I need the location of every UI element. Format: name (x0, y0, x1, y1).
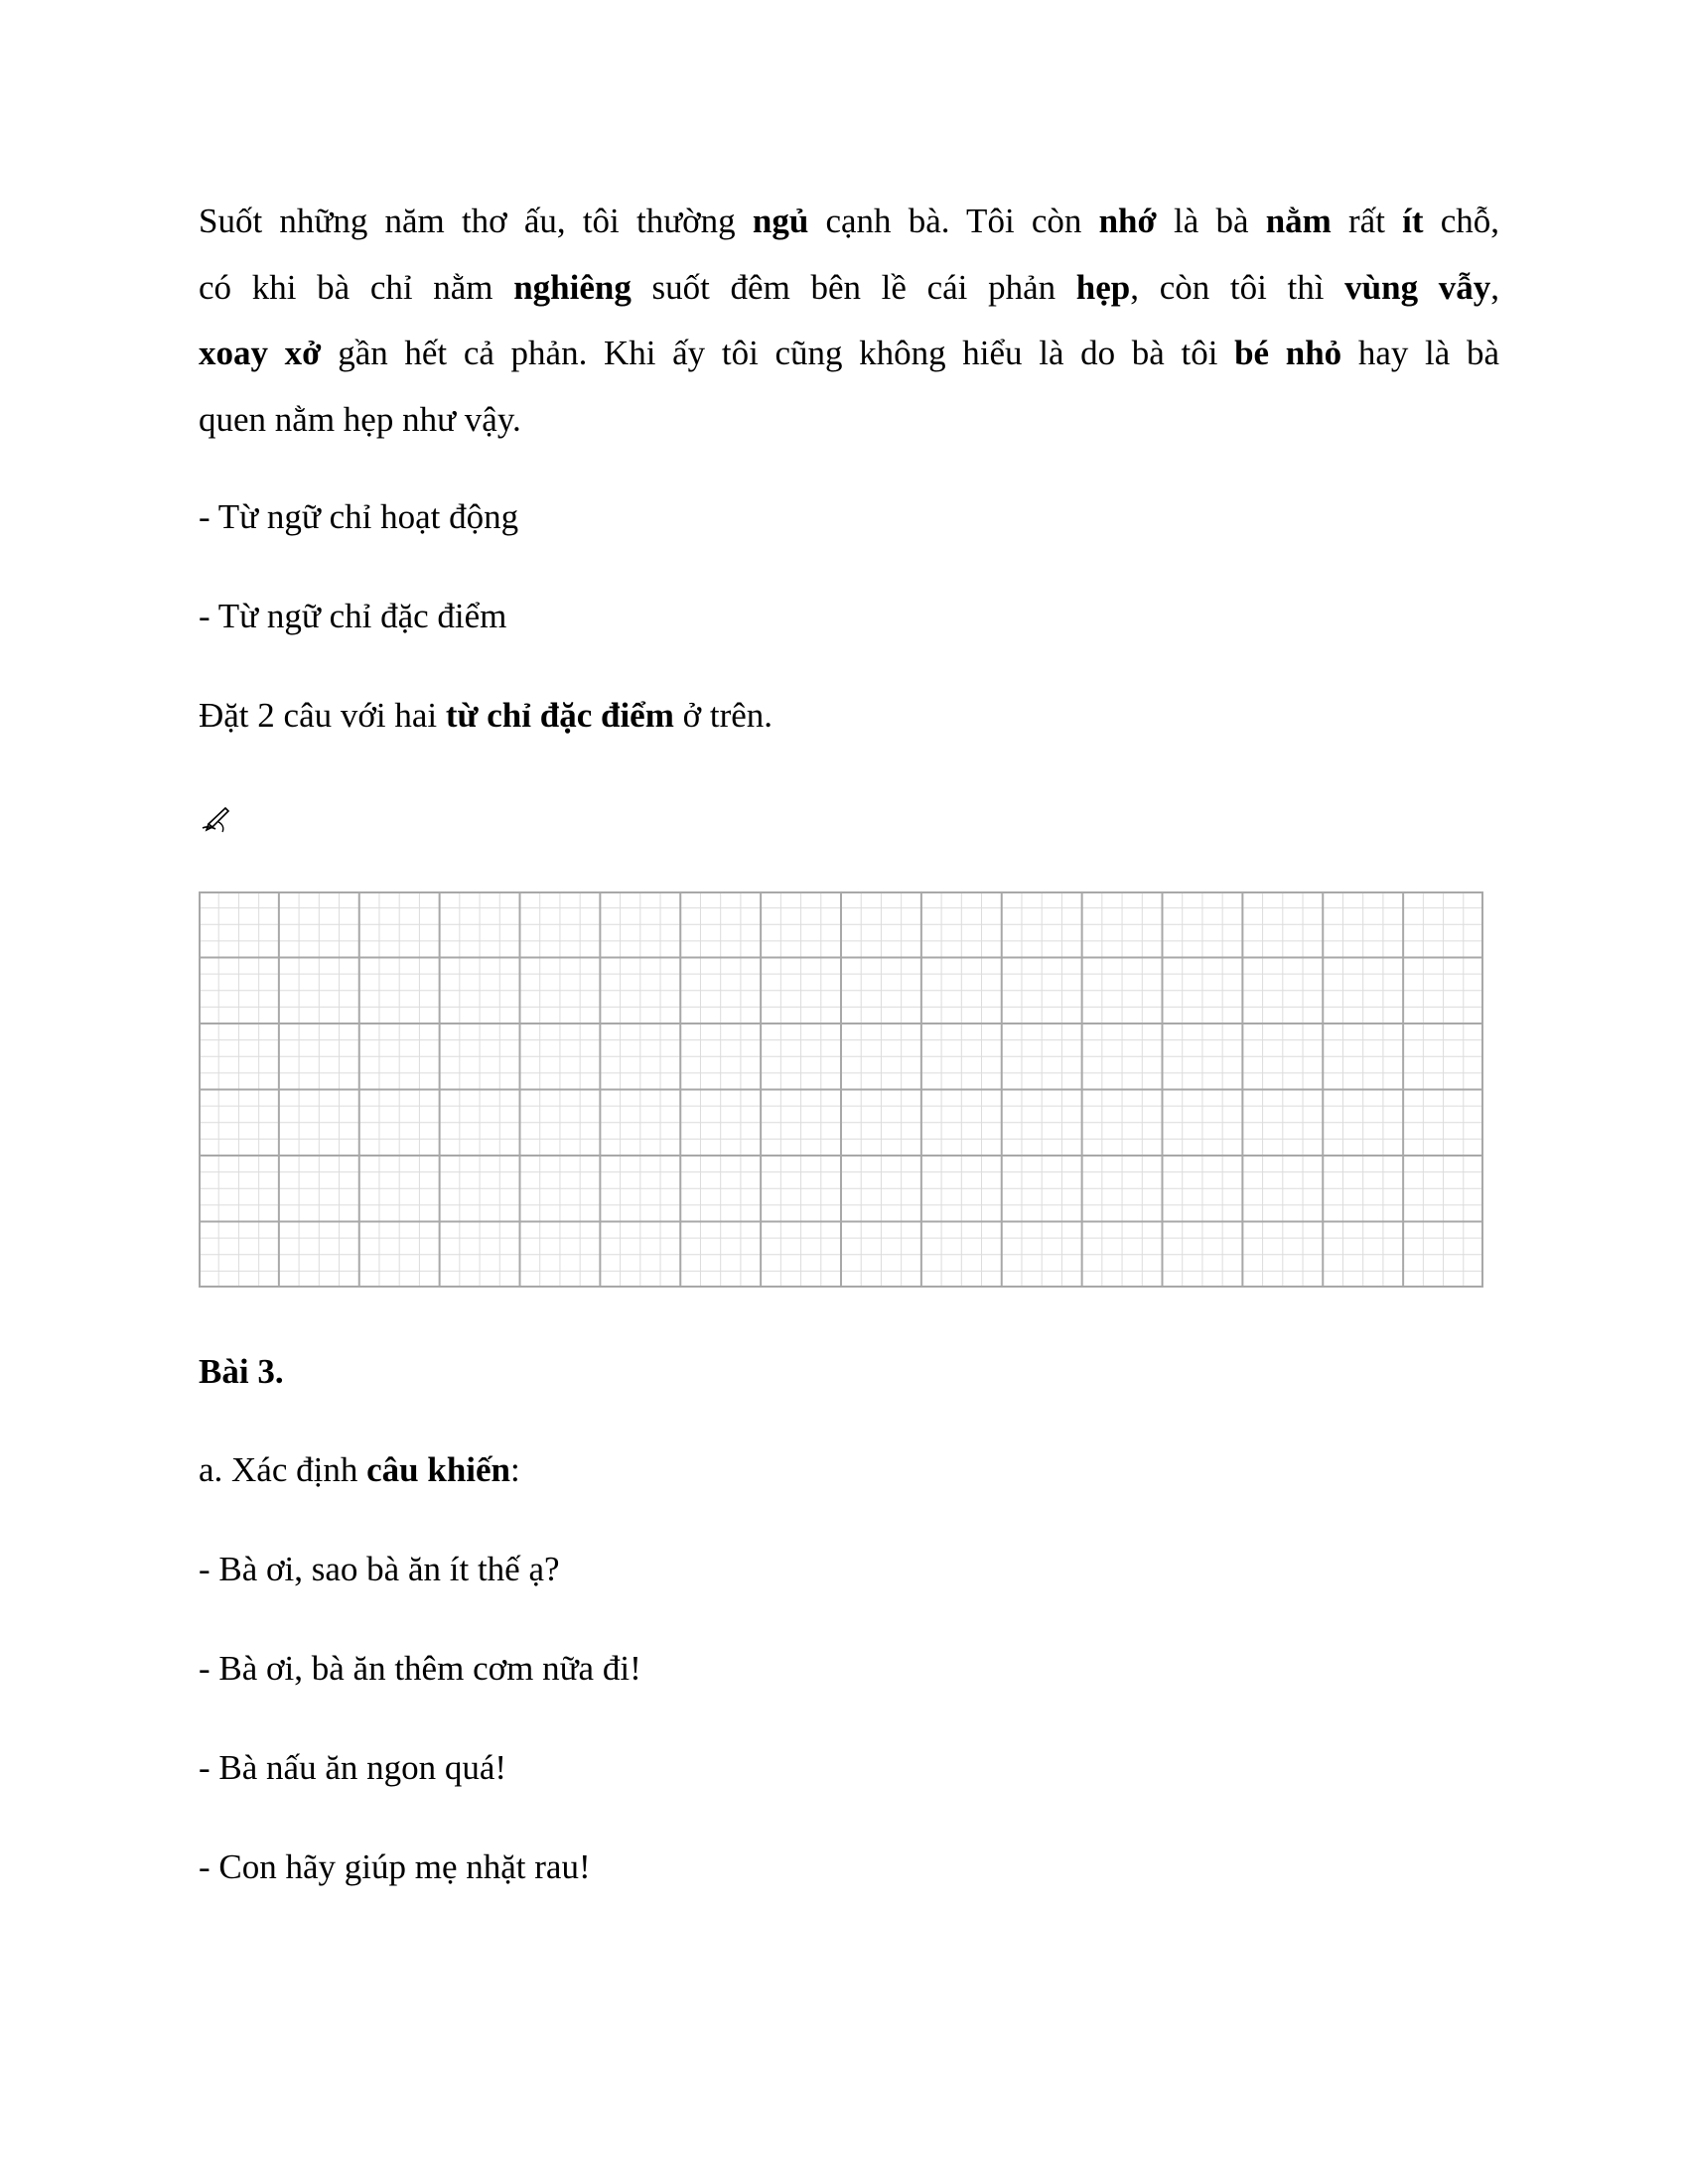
highlighted-word: nhớ (1098, 202, 1157, 240)
sentence-option: - Bà ơi, bà ăn thêm cơm nữa đi! (199, 1649, 641, 1688)
highlighted-word: nghiêng (513, 267, 632, 307)
sentence-task-bold: từ chỉ đặc điểm (445, 696, 674, 735)
feature-words-label: - Từ ngữ chỉ đặc điểm (199, 597, 507, 635)
writing-grid (199, 891, 1483, 1288)
sentence-option: - Bà ơi, sao bà ăn ít thế ạ? (199, 1550, 560, 1588)
highlighted-word: bé nhỏ (1234, 334, 1342, 372)
task-bold: câu khiến (366, 1450, 511, 1489)
passage-line (199, 321, 1499, 387)
activity-words-label: - Từ ngữ chỉ hoạt động (199, 497, 519, 536)
passage-text: hay là bà (1341, 334, 1499, 372)
highlighted-word: vùng vẫy (1344, 267, 1491, 307)
exercise-3-task (199, 1437, 520, 1503)
passage-text: , (1490, 267, 1500, 307)
passage-text: quen nằm hẹp như vậy. (199, 399, 521, 439)
highlighted-word: nằm (1265, 202, 1332, 240)
passage-text: chỗ, (1423, 202, 1499, 240)
highlighted-word: ngủ (752, 202, 809, 240)
writing-hand-icon (199, 802, 232, 836)
passage-line (199, 189, 1499, 255)
sentence-task-prefix: Đặt 2 câu với hai (199, 696, 446, 735)
sentence-option: - Con hãy giúp mẹ nhặt rau! (199, 1847, 591, 1886)
highlighted-word: hẹp (1075, 267, 1131, 307)
story-passage (199, 189, 1499, 453)
sentence-option: - Bà nấu ăn ngon quá! (199, 1748, 507, 1787)
passage-text: cạnh bà. Tôi còn (808, 202, 1099, 240)
highlighted-word: ít (1402, 202, 1424, 240)
exercise-3-title: Bài 3. (199, 1352, 284, 1391)
passage-line (199, 255, 1499, 322)
highlighted-word: xoay xở (199, 334, 322, 372)
passage-text: rất (1331, 202, 1403, 240)
passage-text: là bà (1156, 202, 1266, 240)
passage-line (199, 387, 1499, 454)
sentence-task-suffix: ở trên. (673, 696, 774, 735)
passage-text: có khi bà chỉ nằm (199, 267, 514, 307)
passage-text: gần hết cả phản. Khi ấy tôi cũng không hiểu là do bà tôi (321, 334, 1235, 372)
passage-text: , còn tôi thì (1130, 267, 1345, 307)
passage-text: Suốt những năm thơ ấu, tôi thường (199, 202, 753, 240)
task-suffix: : (510, 1450, 520, 1489)
task-prefix: a. Xác định (199, 1450, 367, 1489)
sentence-task (199, 683, 773, 749)
passage-text: suốt đêm bên lề cái phản (631, 267, 1076, 307)
